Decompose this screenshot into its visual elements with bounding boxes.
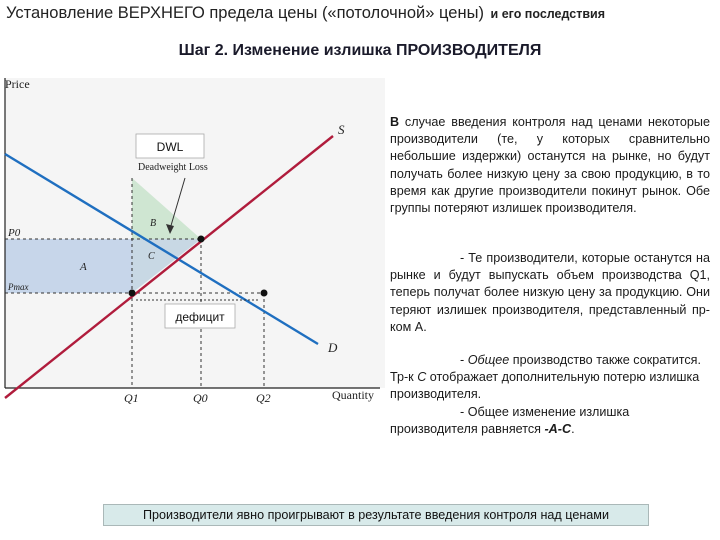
- p0-label: P0: [8, 227, 21, 239]
- slide-title-tail: и его последствия: [490, 7, 606, 21]
- paragraph-total-change: [390, 352, 710, 438]
- area-b-label: B: [150, 218, 157, 229]
- deadweight-loss-label: Deadweight Loss: [138, 162, 208, 173]
- p3-italic: Общее: [467, 353, 510, 367]
- p3-line2-prefix: - Общее изменение излишка производителя равняется: [390, 404, 630, 436]
- paragraph-remaining-producers: [390, 250, 710, 336]
- x-axis-label: Quantity: [332, 388, 374, 402]
- p3-rest1: отображает дополнительную потерю излишка производителя.: [390, 370, 700, 402]
- paragraph-intro: [390, 114, 710, 217]
- slide-subtitle: Шаг 2. Изменение излишка ПРОИЗВОДИТЕЛЯ: [178, 42, 542, 59]
- slide-title-main: Установление ВЕРХНЕГО предела цены («потолочной» цены): [6, 4, 484, 22]
- area-a-label: A: [80, 261, 87, 273]
- slide-title: [6, 4, 718, 23]
- dwl-box-label: DWL: [156, 140, 184, 154]
- p3-end: .: [571, 421, 575, 436]
- q2-point: [261, 290, 268, 297]
- deficit-box-label: дефицит: [175, 310, 225, 324]
- supply-demand-graph: [0, 74, 390, 414]
- q1-label: Q1: [124, 391, 139, 405]
- p3-prefix: -: [460, 353, 468, 367]
- pmax-label: Pmax: [8, 282, 29, 292]
- conclusion-banner: Производители явно проигрывают в результате введения контроля над ценами: [103, 504, 649, 526]
- q1-point: [129, 290, 136, 297]
- paragraph-intro-rest: случае введения контроля над ценами некоторые производители (те, у которых сравнительно небольшие издержки) останутся на рынке, но будут получать более низкую цену за свою продукцию, в то время как другие производители покинут рынок. Обе группы потеряют излишек производителя.: [390, 115, 710, 216]
- demand-label: D: [328, 340, 338, 355]
- equilibrium-point: [198, 236, 205, 243]
- p3-c: С: [417, 370, 427, 385]
- paragraph-intro-bold: В: [390, 115, 400, 129]
- q2-label: Q2: [256, 391, 271, 405]
- q0-label: Q0: [193, 391, 208, 405]
- area-c-label: C: [148, 251, 155, 262]
- paragraph-remaining-text: - Те производители, которые останутся на рынке и будут выпускать объем производства Q1, теперь получат более низкую цену за продукцию. Они теряют излишек производителя, представленный пр-ком А.: [390, 251, 710, 334]
- y-axis-label: Price: [5, 77, 30, 91]
- p3-mid: производство также сократится. Тр-к: [390, 353, 701, 385]
- p3-formula: -А-С: [544, 421, 572, 436]
- supply-label: S: [338, 122, 345, 137]
